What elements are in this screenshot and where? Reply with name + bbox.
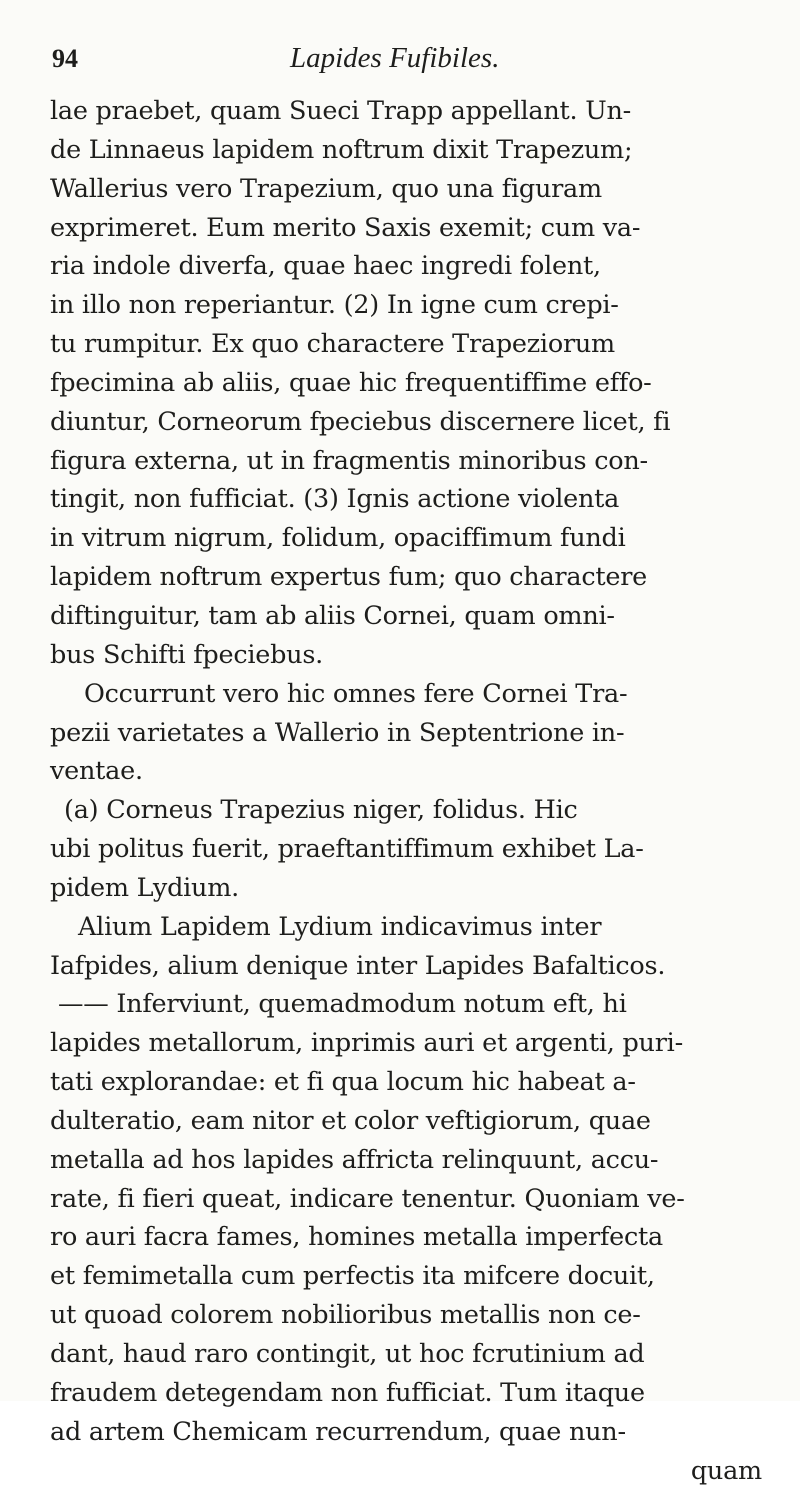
text-line: pezii varietates a Wallerio in Septentrione in- [50,717,625,748]
text-line: metalla ad hos lapides affricta relinquunt, accu- [50,1144,659,1175]
text-line: de Linnaeus lapidem noftrum dixit Trapezum; [50,134,633,165]
text-line: —— Inferviunt, quemadmodum notum eft, hi [58,989,627,1020]
text-line: diftinguitur, tam ab aliis Cornei, quam omni- [50,600,615,631]
running-head [50,40,780,84]
text-line: tingit, non fufficiat. (3) Ignis actione violenta [50,484,620,515]
text-line: fraudem detegendam non fufficiat. Tum itaque [50,1377,645,1408]
text-line: lapidem noftrum expertus fum; quo charactere [50,562,647,593]
text-line: lapides metallorum, inprimis auri et argenti, puri- [50,1028,683,1059]
text-line: exprimeret. Eum merito Saxis exemit; cum va- [50,212,641,243]
text-line: ut quoad colorem nobilioribus metallis non ce- [50,1300,641,1331]
text-line: ubi politus fuerit, praeftantiffimum exhibet La- [50,834,644,865]
text-line: Wallerius vero Trapezium, quo una figuram [50,173,602,204]
text-line: diuntur, Corneorum fpeciebus discernere licet, fi [50,406,671,437]
text-line: ad artem Chemicam recurrendum, quae nun- [50,1416,626,1447]
text-line: tu rumpitur. Ex quo charactere Trapeziorum [50,329,615,360]
text-line: lae praebet, quam Sueci Trapp appellant. Un- [50,96,632,126]
text-line: dant, haud raro contingit, ut hoc fcrutinium ad [50,1339,645,1369]
text-line: bus Schifti fpeciebus. [50,639,324,670]
text-line: in illo non reperiantur. (2) In igne cum crepi- [50,290,619,321]
text-line: tati explorandae: et fi qua locum hic habeat a- [50,1067,636,1098]
text-line: Occurrunt vero hic omnes fere Cornei Tra- [84,678,628,709]
text-line: ventae. [50,756,143,787]
text-line: dulteratio, eam nitor et color veftigiorum, quae [50,1105,651,1136]
text-line: Iafpides, alium denique inter Lapides Bafalticos. [50,950,666,981]
text-line: Alium Lapidem Lydium indicavimus inter [78,911,602,942]
text-line: ro auri facra fames, homines metalla imperfecta [50,1222,663,1253]
text-line: fpecimina ab aliis, quae hic frequentiffime effo- [50,367,652,398]
text-line: et femimetalla cum perfectis ita mifcere docuit, [50,1261,655,1292]
body-text [50,92,772,1490]
text-line: ria indole diverfa, quae haec ingredi folent, [50,251,601,282]
text-line: pidem Lydium. [50,872,240,903]
running-title: Lapides Fufibiles. [290,42,500,74]
text-line: in vitrum nigrum, folidum, opaciffimum fundi [50,523,626,554]
catchword: quam [690,1455,762,1486]
text-line: (a) Corneus Trapezius niger, folidus. Hic [64,795,578,826]
text-line: rate, fi fieri queat, indicare tenentur. Quoniam ve- [50,1183,685,1214]
text-line: figura externa, ut in fragmentis minoribus con- [50,445,648,476]
page-number: 94 [52,44,78,73]
